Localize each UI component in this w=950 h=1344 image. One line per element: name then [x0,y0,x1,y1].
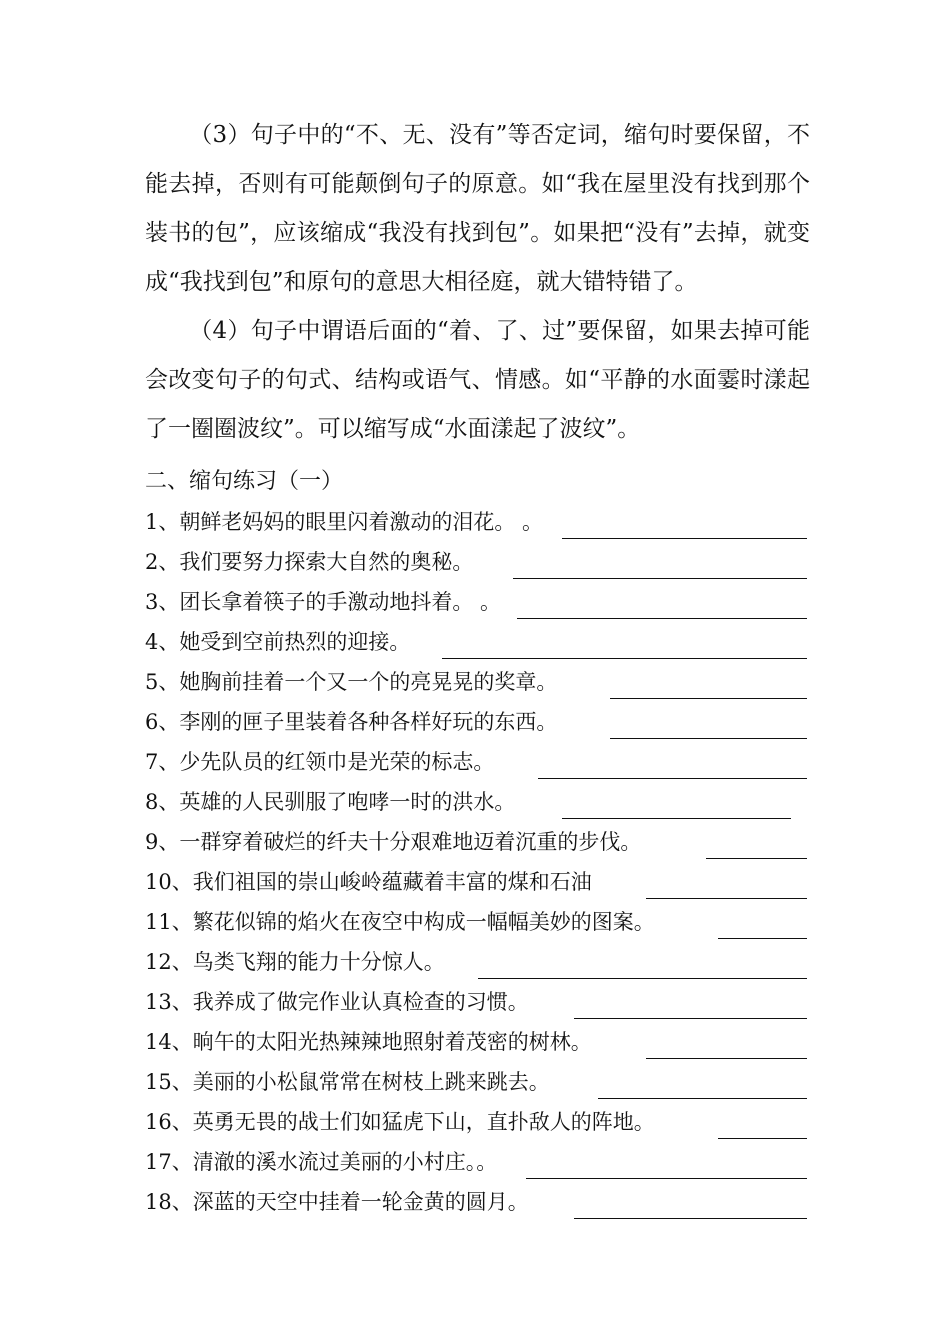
exercise-number: 17、 [145,1150,193,1174]
exercise-tail: 。 [476,1150,498,1174]
exercise-item-4 [145,622,810,662]
exercise-number: 3、 [145,590,180,614]
answer-line[interactable] [442,658,807,659]
answer-line[interactable] [562,538,807,539]
exercise-item-14 [145,1022,810,1062]
answer-line[interactable] [574,1018,807,1019]
exercise-item-2 [145,542,810,582]
answer-line[interactable] [538,778,807,779]
exercise-item-12 [145,942,810,982]
exercise-item-9 [145,822,810,862]
exercise-tail: 。 [515,510,544,534]
exercise-number: 10、 [145,870,193,894]
exercise-sentence: 清澈的溪水流过美丽的小村庄。 [192,1150,477,1174]
exercise-sentence: 我们祖国的崇山峻岭蕴藏着丰富的煤和石油 [192,870,592,894]
exercise-number: 6、 [145,710,180,734]
exercise-item-13 [145,982,810,1022]
exercise-item-17 [145,1142,810,1182]
exercise-sentence: 少先队员的红领巾是光荣的标志。 [179,750,495,774]
answer-line[interactable] [562,818,791,819]
answer-line[interactable] [610,698,807,699]
exercise-number: 8、 [145,790,180,814]
exercise-item-7 [145,742,810,782]
exercise-number: 5、 [145,670,180,694]
exercise-sentence: 朝鲜老妈妈的眼里闪着激动的泪花。 [179,510,516,534]
answer-line[interactable] [478,978,807,979]
exercise-number: 2、 [145,550,180,574]
answer-line[interactable] [646,1058,807,1059]
exercise-sentence: 团长拿着筷子的手激动地抖着。 [179,590,474,614]
exercise-item-15 [145,1062,810,1102]
exercise-sentence: 她受到空前热烈的迎接。 [179,630,411,654]
answer-line[interactable] [598,1098,807,1099]
exercise-item-3 [145,582,810,622]
exercise-item-11 [145,902,810,942]
exercise-tail: 。 [473,590,502,614]
exercise-number: 13、 [145,990,193,1014]
exercise-number: 18、 [145,1190,193,1214]
exercise-number: 14、 [145,1030,193,1054]
rule-4-text: （4）句子中谓语后面的“着、了、过”要保留，如果去掉可能会改变句子的句式、结构或语气、情感。如“平静的水面霎时漾起了一圈圈波纹”。可以缩写成“水面漾起了波纹”。 [145,318,810,442]
exercise-item-18 [145,1182,810,1222]
exercise-item-10 [145,862,810,902]
exercise-list [145,502,810,1222]
exercise-number: 16、 [145,1110,193,1134]
exercise-sentence: 一群穿着破烂的纤夫十分艰难地迈着沉重的步伐。 [179,830,642,854]
exercise-item-16 [145,1102,810,1142]
exercise-item-8 [145,782,810,822]
answer-line[interactable] [517,618,807,619]
exercise-item-6 [145,702,810,742]
exercise-sentence: 深蓝的天空中挂着一轮金黄的圆月。 [192,1190,529,1214]
rule-paragraph-4 [145,307,810,454]
answer-line[interactable] [526,1178,807,1179]
exercise-sentence: 英勇无畏的战士们如猛虎下山，直扑敌人的阵地。 [192,1110,655,1134]
answer-line[interactable] [718,938,807,939]
exercise-number: 7、 [145,750,180,774]
exercise-number: 12、 [145,950,193,974]
exercise-sentence: 李刚的匣子里装着各种各样好玩的东西。 [179,710,558,734]
exercise-number: 11、 [145,910,193,934]
rule-3-text: （3）句子中的“不、无、没有”等否定词，缩句时要保留，不能去掉，否则有可能颠倒句子的原意。如“我在屋里没有找到那个装书的包”，应该缩成“我没有找到包”。如果把“没有”去掉，就变成“我找到包”和原句的意思大相径庭，就大错特错了。 [145,122,810,295]
answer-line[interactable] [718,1138,807,1139]
exercise-number: 15、 [145,1070,193,1094]
rule-paragraph-3 [145,111,810,307]
answer-line[interactable] [574,1218,807,1219]
answer-line[interactable] [513,578,807,579]
section-heading: 二、缩句练习（一） [145,469,344,494]
exercise-number: 4、 [145,630,180,654]
exercise-sentence: 我养成了做完作业认真检查的习惯。 [192,990,529,1014]
exercise-item-5 [145,662,810,702]
exercise-sentence: 繁花似锦的焰火在夜空中构成一幅幅美妙的图案。 [192,910,655,934]
exercise-number: 9、 [145,830,180,854]
answer-line[interactable] [706,858,807,859]
answer-line[interactable] [610,738,807,739]
exercise-sentence: 美丽的小松鼠常常在树枝上跳来跳去。 [192,1070,550,1094]
exercise-sentence: 英雄的人民驯服了咆哮一时的洪水。 [179,790,516,814]
exercise-item-1 [145,502,810,542]
exercise-sentence: 我们要努力探索大自然的奥秘。 [179,550,474,574]
answer-line[interactable] [646,898,807,899]
exercise-number: 1、 [145,510,180,534]
exercise-sentence: 鸟类飞翔的能力十分惊人。 [192,950,445,974]
exercise-sentence: 晌午的太阳光热辣辣地照射着茂密的树林。 [192,1030,592,1054]
exercise-sentence: 她胸前挂着一个又一个的亮晃晃的奖章。 [179,670,558,694]
